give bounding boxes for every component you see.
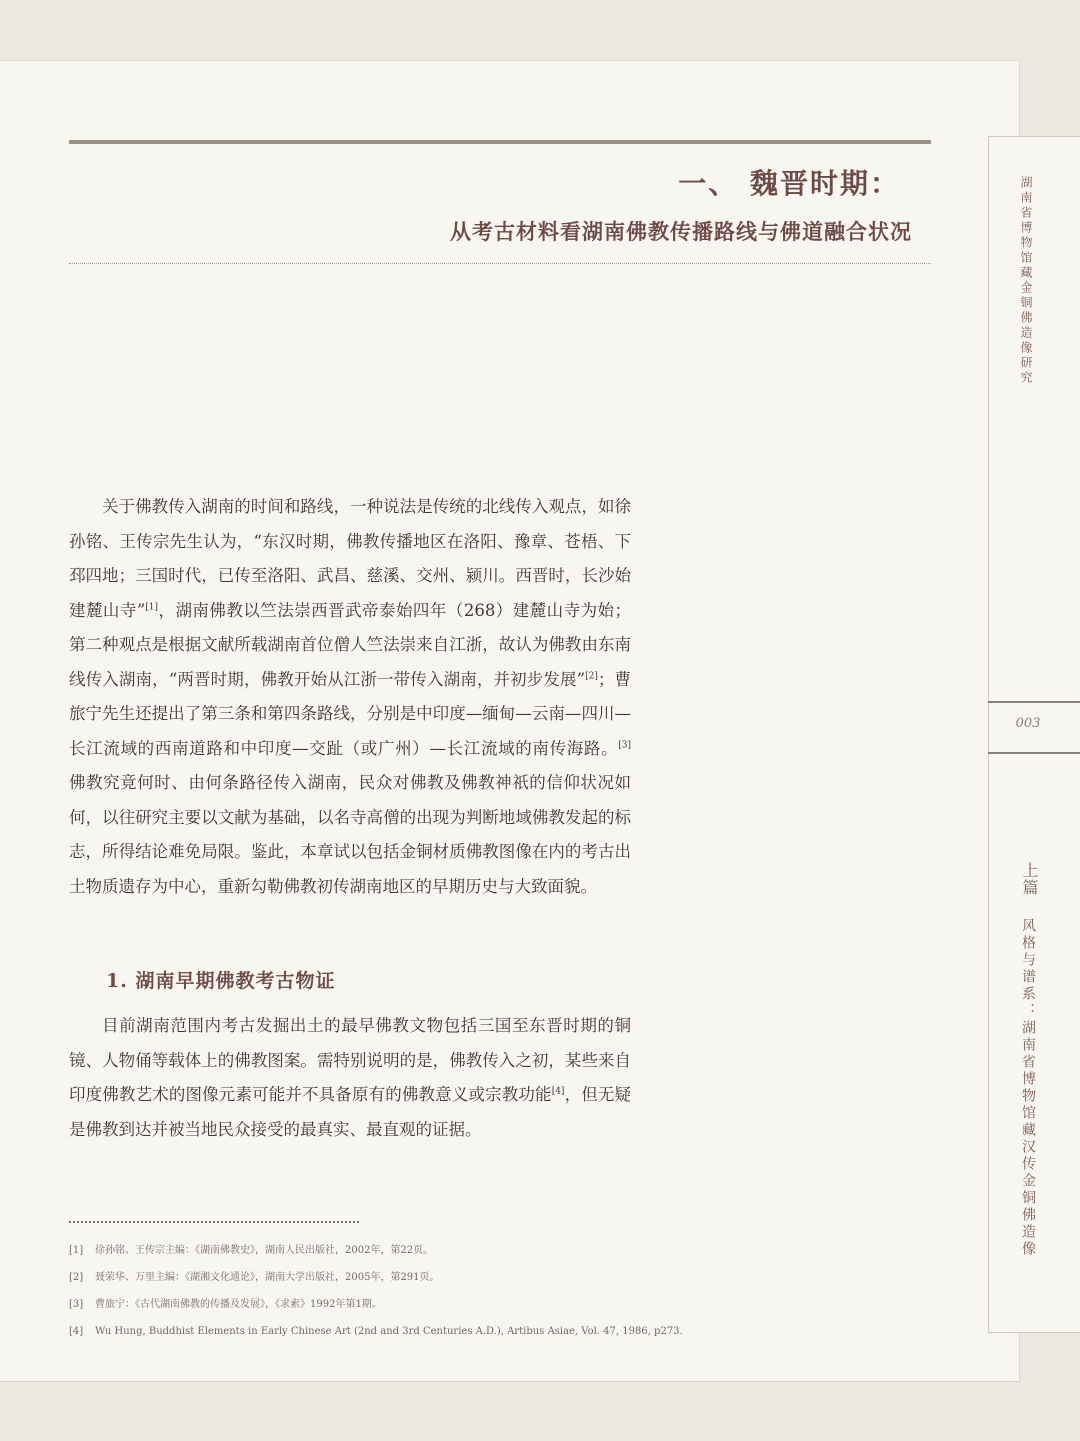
footnote-separator bbox=[69, 1221, 359, 1223]
header-rule bbox=[69, 140, 931, 144]
section-label-vertical: 风格与谱系：湖南省博物馆藏汉传金铜佛造像 bbox=[1020, 918, 1036, 1258]
header-dotted-rule bbox=[69, 263, 931, 264]
text-run: 关于佛教传入湖南的时间和路线，一种说法是传统的北线传入观点，如徐孙铭、王传宗先生认为，“东汉时期，佛教传播地区在洛阳、豫章、苍梧、下邳四地；三国时代，已传至洛阳、武昌、慈溪、交州、颍川。西晋时，长沙始建麓山寺” bbox=[69, 497, 631, 620]
chapter-title: 一、 魏晋时期： bbox=[678, 167, 900, 200]
text-run: ，但无疑是佛教到达并被当地民众接受的最真实、最直观的证据。 bbox=[69, 1085, 632, 1139]
text-run: ；曹旅宁先生还提出了第三条和第四条路线，分别是中印度—缅甸—云南—四川—长江流域的西南道路和中印度—交趾（或广州）—长江流域的南传海路。 bbox=[69, 669, 631, 758]
text-run: 佛教究竟何时、由何条路径传入湖南，民众对佛教及佛教神祇的信仰状况如何，以往研究主要以文献为基础，以名寺高僧的出现为判断地域佛教发起的标志，所得结论难免局限。鉴此，本章试以包括金铜材质佛教图像在内的考古出土物质遗存为中心，重新勾勒佛教初传湖南地区的早期历史与大致面貌。 bbox=[69, 773, 631, 896]
footnote: [2] 聂荣华、万里主编：《湖湘文化通论》，湖南大学出版社，2005年，第291页。 bbox=[69, 1272, 440, 1283]
section-heading: 1. 湖南早期佛教考古物证 bbox=[106, 970, 336, 992]
page-number-rule-bottom bbox=[988, 752, 1080, 754]
text-run: ，湖南佛教以竺法崇西晋武帝泰始四年（268）建麓山寺为始；第二种观点是根据文献所载湖南首位僧人竺法崇来自江浙，故认为佛教由东南线传入湖南，“两晋时期，佛教开始从江浙一带传入湖南，并初步发展” bbox=[69, 600, 632, 689]
footnote-ref: [4] bbox=[551, 1086, 565, 1097]
footnotes bbox=[69, 1241, 683, 1349]
text-run: 目前湖南范围内考古发掘出土的最早佛教文物包括三国至东晋时期的铜镜、人物俑等载体上的佛教图案。需特别说明的是，佛教传入之初，某些来自印度佛教艺术的图像元素可能并不具备原有的佛教意义或宗教功能 bbox=[69, 1016, 631, 1104]
footnote: [3] 曹旅宁：《古代湖南佛教的传播及发展》，《求索》1992年第1期。 bbox=[69, 1299, 382, 1310]
body-paragraph-2 bbox=[69, 1009, 631, 1147]
part-label-vertical: 上篇 bbox=[1020, 862, 1039, 896]
footnote: [1] 徐孙铭、王传宗主编：《湖南佛教史》，湖南人民出版社，2002年，第22页。 bbox=[69, 1245, 434, 1256]
footnote-ref: [3] bbox=[618, 740, 631, 750]
footnote-ref: [1] bbox=[145, 602, 159, 612]
page-number-rule-top bbox=[988, 701, 1080, 703]
page-number: 003 bbox=[1015, 716, 1041, 731]
footnote: [4] Wu Hung, Buddhist Elements in Early Chinese Art (2nd and 3rd Centuries A.D.), Artibus Asiae, Vol. 47, 1986, p273. bbox=[69, 1326, 683, 1337]
chapter-subtitle: 从考古材料看湖南佛教传播路线与佛道融合状况 bbox=[450, 219, 912, 244]
body-paragraph-1 bbox=[69, 490, 631, 904]
footnote-ref: [2] bbox=[585, 671, 598, 681]
book-title-vertical: 湖南省博物馆藏金铜佛造像研究 bbox=[1019, 176, 1033, 386]
